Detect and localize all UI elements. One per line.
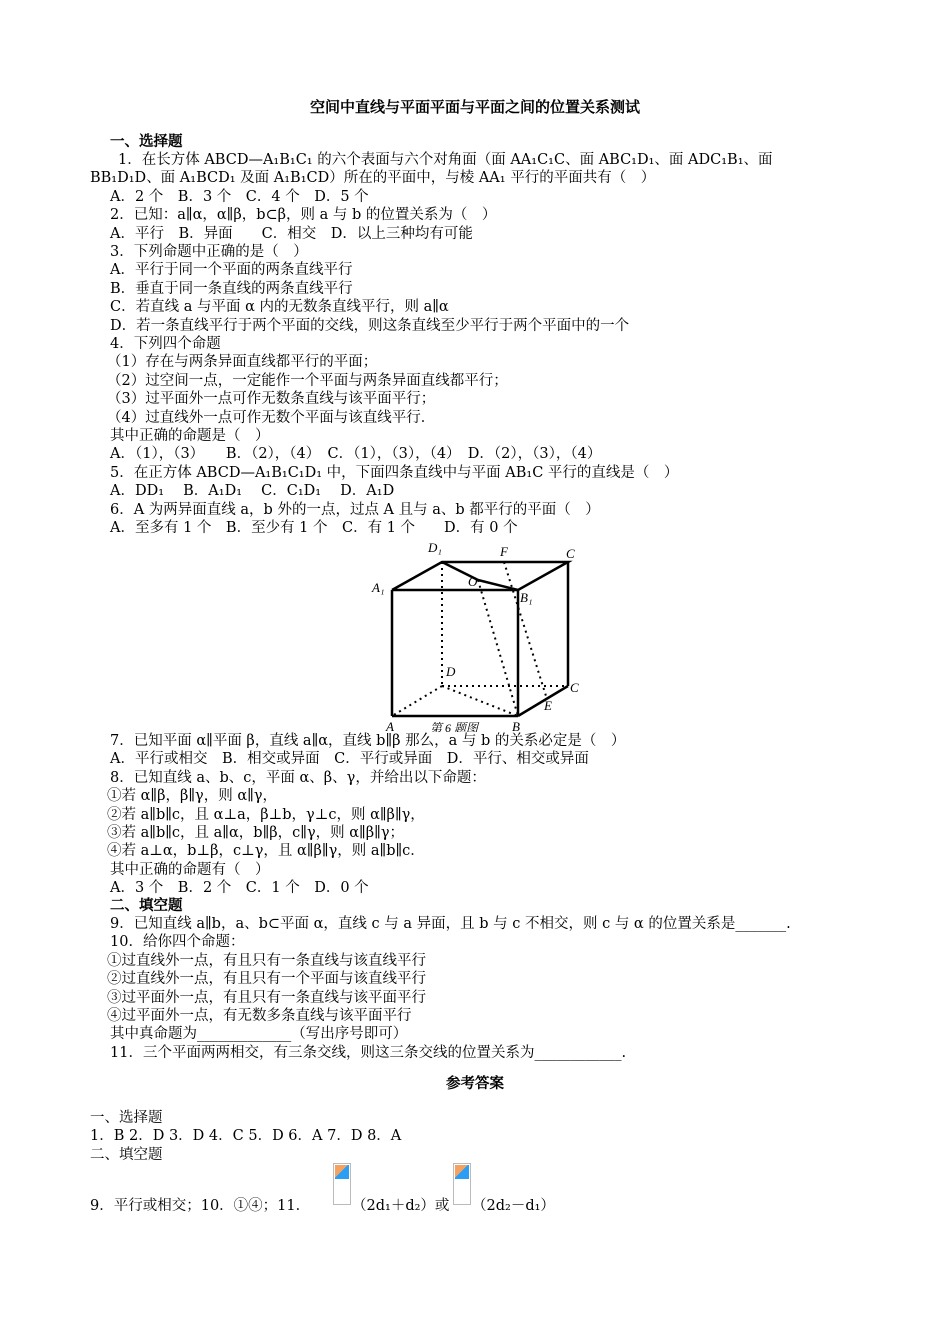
formula-image [333, 1163, 351, 1205]
question-line: 6．A 为两异面直线 a，b 外的一点，过点 A 且与 a、b 都平行的平面（ ） [110, 501, 600, 518]
figure-label: C [570, 680, 579, 695]
question-line: 其中真命题为_____________（写出序号即可） [110, 1026, 408, 1043]
question-line: （4）过直线外一点可作无数个平面与该直线平行． [107, 409, 436, 426]
answer-line: 1．B 2．D 3．D 4．C 5．D 6．A 7．D 8．A [90, 1128, 402, 1145]
formula-image [453, 1163, 471, 1205]
question-line: A．2 个 B．3 个 C．4 个 D．5 个 [110, 188, 369, 205]
question-line: 8．已知直线 a、b、c，平面 α、β、γ，并给出以下命题： [110, 769, 486, 786]
question-line: A．平行 B．异面 C．相交 D．以上三种均有可能 [110, 225, 473, 242]
question-line: A．DD₁ B．A₁D₁ C．C₁D₁ D．A₁D [110, 483, 395, 500]
question-line: 4．下列四个命题 [110, 336, 221, 352]
figure-label: B [512, 719, 520, 732]
question-line: 9．已知直线 a∥b，a、b⊂平面 α，直线 c 与 a 异面，且 b 与 c 不相交，则 c 与 α 的位置关系是_______. [110, 916, 791, 932]
question-line: 5．在正方体 ABCD—A₁B₁C₁D₁ 中，下面四条直线中与平面 AB₁C 平行的直线是（ ） [110, 464, 679, 481]
answer-line-9-11 [90, 1197, 310, 1215]
question-line: 其中正确的命题有（ ） [110, 861, 270, 878]
answer-part-c: （2d₂－d₁） [472, 1198, 555, 1214]
figure-label: D₁ [428, 540, 442, 555]
question-line: （3）过平面外一点可作无数条直线与该平面平行； [107, 391, 436, 408]
question-line: A．平行或相交 B．相交或异面 C．平行或异面 D．平行、相交或异面 [110, 751, 589, 768]
figure-label: F [500, 544, 508, 559]
cube-figure [368, 538, 584, 732]
section-heading-choice: 一、选择题 [110, 134, 183, 150]
figure-label: C [566, 546, 575, 561]
figure-label: E [544, 698, 552, 713]
question-line: B．垂直于同一条直线的两条直线平行 [110, 280, 353, 297]
question-line: ①若 α∥β，β∥γ，则 α∥γ， [107, 788, 277, 805]
answer-part-a: 9．平行或相交；10．①④；11． [90, 1198, 311, 1214]
figure-label: O [468, 574, 478, 589]
question-line: BB₁D₁D、面 A₁BCD₁ 及面 A₁B₁CD）所在的平面中，与棱 AA₁ 平行的平面共有（ ） [90, 170, 656, 187]
question-line: 1．在长方体 ABCD—A₁B₁C₁ 的六个表面与六个对角面（面 AA₁C₁C、面 ABC₁D₁、面 ADC₁B₁、面 [118, 152, 773, 168]
question-line: ③过平面外一点，有且只有一条直线与该平面平行 [107, 989, 426, 1006]
figure-label: B₁ [520, 590, 533, 605]
question-line: 3．下列命题中正确的是（ ） [110, 244, 308, 260]
question-line: 11．三个平面两两相交，有三条交线，则这三条交线的位置关系为____________. [110, 1044, 627, 1061]
question-line: ③若 a∥b∥c，且 a∥α，b∥β，c∥γ，则 α∥β∥γ； [107, 825, 404, 841]
question-line: A．3 个 B．2 个 C．1 个 D．0 个 [110, 880, 369, 897]
figure-label: D [446, 664, 456, 679]
answer-title: 参考答案 [446, 1076, 504, 1092]
question-line: ④若 a⊥α，b⊥β，c⊥γ，且 α∥β∥γ，则 a∥b∥c． [107, 843, 425, 860]
figure-caption: 第 6 题图 [430, 721, 479, 732]
figure-label: A₁ [372, 580, 385, 595]
question-line: ②若 a∥b∥c，且 α⊥a，β⊥b，γ⊥c，则 α∥β∥γ， [107, 806, 425, 823]
question-line: A．（1），（3） B．（2），（4） C．（1），（3），（4） D．（2），（3），（4） [110, 446, 602, 463]
question-line: D．若一条直线平行于两个平面的交线，则这条直线至少平行于两个平面中的一个 [110, 317, 630, 334]
answer-line: 一、选择题 [90, 1110, 163, 1126]
page-title: 空间中直线与平面平面与平面之间的位置关系测试 [309, 98, 640, 116]
question-line: ①过直线外一点，有且只有一条直线与该直线平行 [107, 952, 426, 969]
question-line: A．至多有 1 个 B．至少有 1 个 C．有 1 个 D．有 0 个 [110, 520, 518, 536]
question-line: A．平行于同一个平面的两条直线平行 [110, 262, 353, 279]
question-line: ④过平面外一点，有无数多条直线与该平面平行 [107, 1008, 412, 1024]
question-line: （1）存在与两条异面直线都平行的平面； [107, 354, 378, 371]
section-heading-fill: 二、填空题 [110, 898, 183, 914]
question-line: （2）过空间一点，一定能作一个平面与两条异面直线都平行； [107, 372, 508, 389]
question-line: 7．已知平面 α∥平面 β，直线 a∥α，直线 b∥β 那么，a 与 b 的关系必定是（ ） [110, 733, 626, 749]
answer-part-b: （2d₁＋d₂）或 [352, 1198, 450, 1214]
question-line: C．若直线 a 与平面 α 内的无数条直线平行，则 a∥α [110, 299, 449, 316]
question-line: 2．已知：a∥α，α∥β，b⊂β，则 a 与 b 的位置关系为（ ） [110, 207, 497, 224]
answer-line: 二、填空题 [90, 1146, 163, 1163]
question-line: 其中正确的命题是（ ） [110, 428, 270, 444]
figure-label: A [386, 719, 394, 732]
question-line: 10．给你四个命题： [110, 934, 245, 951]
question-line: ②过直线外一点，有且只有一个平面与该直线平行 [107, 971, 426, 988]
